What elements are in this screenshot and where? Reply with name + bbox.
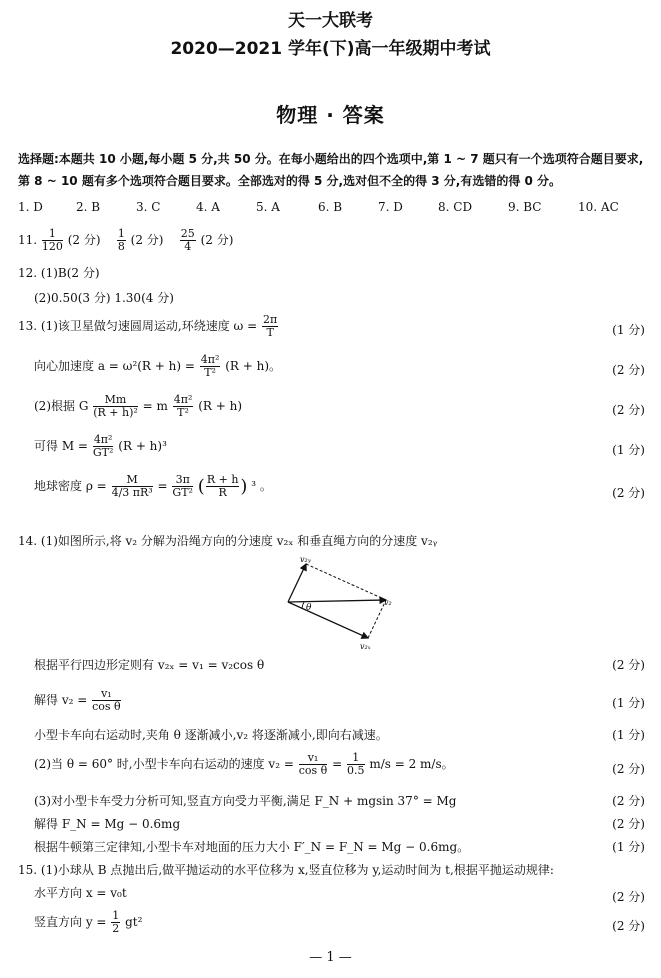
q11-pts-3: (2 分) — [200, 233, 234, 247]
q14-line-2: 根据平行四边形定则有 v₂ₓ = v₁ = v₂cos θ — [34, 658, 265, 672]
v2y-label: v₂ᵧ — [300, 555, 311, 564]
q11-pts-1: (2 分) — [67, 233, 101, 247]
q14-line-8: 根据牛顿第三定律知,小型卡车对地面的压力大小 F′_N = F_N = Mg − 0.6mg。 — [34, 840, 470, 854]
parallelogram-dash-top — [306, 564, 386, 600]
q13-line-2: 向心加速度 a = ω²(R + h) = $\frac{\text{4π²}}{\text{T²}}$ (R + h)。 — [34, 353, 282, 379]
q13-pts-1: (1 分) — [612, 323, 645, 337]
answer-9: 9. BC — [508, 200, 542, 214]
q13-line-5: 地球密度 ρ = $\frac{M}{\text{4/3 πR³}}$ = $\frac{3\pi}{\text{GT²}}$ ( $\frac{R + h}{R}$ ) ³ 。 — [34, 473, 272, 499]
q15-pts-2: (2 分) — [612, 890, 645, 904]
q13-line-1: 13. (1)该卫星做匀速圆周运动,环绕速度 ω = $\frac{2\pi}{T}$ — [18, 313, 278, 339]
q15-line-1: 15. (1)小球从 B 点抛出后,做平抛运动的水平位移为 x,竖直位移为 y,运动时间为 t,根据平抛运动规律: — [18, 863, 554, 877]
v2x-label: v₂ₓ — [360, 642, 371, 651]
answer-8: 8. CD — [438, 200, 473, 214]
angle-label: θ — [306, 603, 312, 613]
q11-frac-2: $\frac{1}{8}$ — [117, 227, 125, 253]
q14-pts-8: (1 分) — [612, 840, 645, 854]
q13-line-4: 可得 M = $\frac{\text{4π²}}{\text{GT²}}$ (R + h)³ — [34, 433, 167, 459]
q15-line-3: 竖直方向 y = $\frac{1}{2}$ gt² — [34, 909, 143, 935]
q12-line-2: (2)0.50(3 分) 1.30(4 分) — [34, 291, 174, 305]
q11-frac-3: $\frac{25}{4}$ — [180, 227, 195, 253]
q14-line-4: 小型卡车向右运动时,夹角 θ 逐渐减小,v₂ 将逐渐减小,即向右减速。 — [34, 728, 388, 742]
q14-pts-7: (2 分) — [612, 817, 645, 831]
answer-10: 10. AC — [578, 200, 619, 214]
answer-7: 7. D — [378, 200, 403, 214]
angle-arc — [302, 602, 304, 609]
q14-line-6: (3)对小型卡车受力分析可知,竖直方向受力平衡,满足 F_N + mgsin 37° = Mg — [34, 794, 457, 808]
v2-vector — [288, 600, 386, 602]
v2-label: v₂ — [384, 598, 392, 607]
q13-pts-2: (2 分) — [612, 363, 645, 377]
q14-pts-5: (2 分) — [612, 762, 645, 776]
q14-line-3: 解得 v₂ = $\frac{\text{v₁}}{\text{cos θ}}$ — [34, 687, 121, 713]
q13-pts-4: (1 分) — [612, 443, 645, 457]
q11-line — [18, 228, 233, 253]
answer-2: 2. B — [76, 200, 101, 214]
q13-pts-3: (2 分) — [612, 403, 645, 417]
q14-line-1: 14. (1)如图所示,将 v₂ 分解为沿绳方向的分速度 v₂ₓ 和垂直绳方向的分速度 v₂ᵧ — [18, 534, 438, 548]
q14-line-7: 解得 F_N = Mg − 0.6mg — [34, 817, 181, 831]
q14-pts-2: (2 分) — [612, 658, 645, 672]
q11-pts-2: (2 分) — [130, 233, 164, 247]
q14-line-5: (2)当 θ = 60° 时,小型卡车向右运动的速度 v₂ = $\frac{\text{v₁}}{\text{cos θ}}$ = $\frac{1}{0.5}$ m/s = 2 m/s。 — [34, 751, 454, 777]
q13-line-3: (2)根据 G $\frac{Mm}{\text{(R + h)²}}$ = m $\frac{\text{4π²}}{\text{T²}}$ (R + h) — [34, 393, 242, 419]
q11-frac-1: $\frac{1}{120}$ — [41, 227, 63, 253]
exam-org: 天一大联考 — [288, 11, 373, 31]
v2y-vector — [288, 564, 306, 602]
answer-6: 6. B — [318, 200, 343, 214]
q13-pts-5: (2 分) — [612, 486, 645, 500]
answer-3: 3. C — [136, 200, 161, 214]
choice-instructions: 选择题:本题共 10 小题,每小题 5 分,共 50 分。在每小题给出的四个选项中,第 1 ~ 7 题只有一个选项符合题目要求,第 8 ~ 10 题有多个选项符合题目要求。全部选对的得 5 分,选对但不全的得 3 分,有选错的得 0 分。 — [18, 152, 644, 188]
subject-title: 物理 · 答案 — [276, 103, 385, 127]
answer-4: 4. A — [196, 200, 220, 214]
q14-pts-4: (1 分) — [612, 728, 645, 742]
q12-line-1: 12. (1)B(2 分) — [18, 266, 100, 280]
q14-pts-6: (2 分) — [612, 794, 645, 808]
v2x-vector — [288, 602, 368, 638]
answer-5: 5. A — [256, 200, 280, 214]
q11-label: 11. — [18, 233, 38, 247]
page-number: — 1 — — [309, 950, 352, 965]
q15-line-2: 水平方向 x = v₀t — [34, 886, 127, 900]
exam-title: 2020—2021 学年(下)高一年级期中考试 — [170, 39, 491, 59]
answer-1: 1. D — [18, 200, 43, 214]
q14-pts-3: (1 分) — [612, 696, 645, 710]
q15-pts-3: (2 分) — [612, 919, 645, 933]
velocity-decomposition-diagram — [280, 552, 400, 652]
